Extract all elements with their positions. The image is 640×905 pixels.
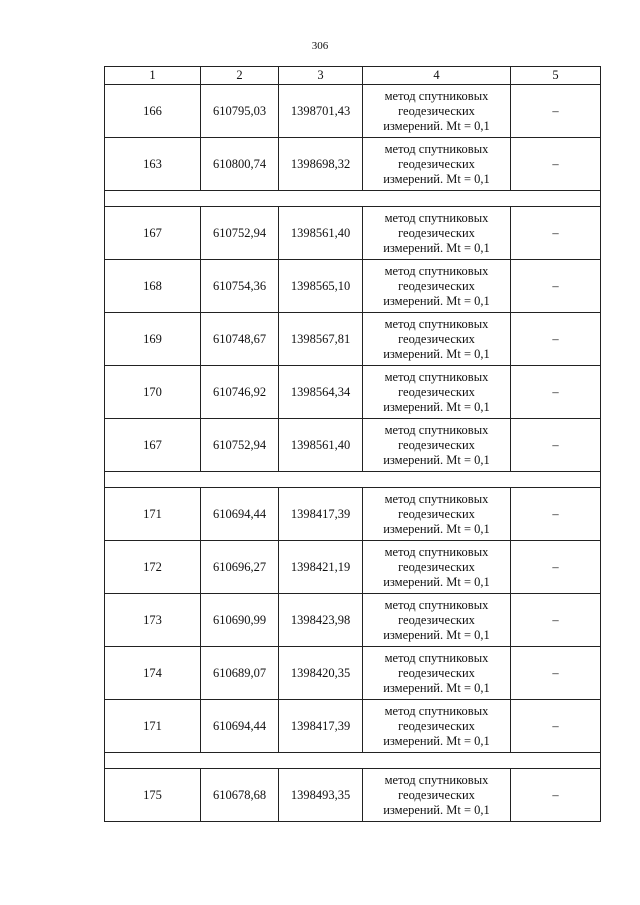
method-cell xyxy=(363,366,511,419)
method-text-line: метод спутниковых xyxy=(384,141,489,156)
table-row xyxy=(105,594,601,647)
method-text-line: геодезических xyxy=(398,103,475,118)
method-cell xyxy=(363,207,511,260)
x-coordinate-cell: 610795,03 xyxy=(201,85,279,138)
x-coordinate-cell: 610748,67 xyxy=(201,313,279,366)
dash-cell: – xyxy=(511,594,601,647)
dash-cell: – xyxy=(511,207,601,260)
y-coordinate-cell: 1398421,19 xyxy=(279,541,363,594)
method-text-line: геодезических xyxy=(398,384,475,399)
x-coordinate-cell: 610696,27 xyxy=(201,541,279,594)
method-text-line: измерений. Mt = 0,1 xyxy=(383,171,490,186)
dash-cell: – xyxy=(511,85,601,138)
table-row xyxy=(105,138,601,191)
table-row xyxy=(105,366,601,419)
point-number-cell: 168 xyxy=(105,260,201,313)
group-separator-row xyxy=(105,472,601,488)
method-text-line: метод спутниковых xyxy=(384,316,489,331)
point-number-cell: 170 xyxy=(105,366,201,419)
method-text-line: геодезических xyxy=(398,278,475,293)
x-coordinate-cell: 610694,44 xyxy=(201,700,279,753)
y-coordinate-cell: 1398567,81 xyxy=(279,313,363,366)
method-text-line: метод спутниковых xyxy=(384,597,489,612)
method-text-line: измерений. Mt = 0,1 xyxy=(383,521,490,536)
column-header: 3 xyxy=(279,67,363,85)
table-row xyxy=(105,85,601,138)
method-cell xyxy=(363,769,511,822)
method-text-line: геодезических xyxy=(398,331,475,346)
x-coordinate-cell: 610694,44 xyxy=(201,488,279,541)
method-text-line: метод спутниковых xyxy=(384,650,489,665)
method-text-line: геодезических xyxy=(398,559,475,574)
point-number-cell: 163 xyxy=(105,138,201,191)
x-coordinate-cell: 610752,94 xyxy=(201,207,279,260)
column-header: 5 xyxy=(511,67,601,85)
method-text-line: измерений. Mt = 0,1 xyxy=(383,399,490,414)
table-row xyxy=(105,313,601,366)
method-cell xyxy=(363,488,511,541)
method-cell xyxy=(363,647,511,700)
coordinates-table xyxy=(104,66,601,822)
method-text-line: метод спутниковых xyxy=(384,422,489,437)
table-row xyxy=(105,647,601,700)
dash-cell: – xyxy=(511,541,601,594)
column-header: 1 xyxy=(105,67,201,85)
point-number-cell: 175 xyxy=(105,769,201,822)
y-coordinate-cell: 1398417,39 xyxy=(279,488,363,541)
method-cell xyxy=(363,541,511,594)
method-text-line: измерений. Mt = 0,1 xyxy=(383,733,490,748)
y-coordinate-cell: 1398420,35 xyxy=(279,647,363,700)
point-number-cell: 173 xyxy=(105,594,201,647)
point-number-cell: 171 xyxy=(105,488,201,541)
table-row xyxy=(105,260,601,313)
point-number-cell: 169 xyxy=(105,313,201,366)
method-text-line: геодезических xyxy=(398,156,475,171)
x-coordinate-cell: 610678,68 xyxy=(201,769,279,822)
method-text-line: геодезических xyxy=(398,506,475,521)
table-row xyxy=(105,541,601,594)
y-coordinate-cell: 1398423,98 xyxy=(279,594,363,647)
method-cell xyxy=(363,260,511,313)
table-header-row xyxy=(105,67,601,85)
method-cell xyxy=(363,313,511,366)
x-coordinate-cell: 610800,74 xyxy=(201,138,279,191)
method-text-line: измерений. Mt = 0,1 xyxy=(383,118,490,133)
page-number: 306 xyxy=(311,40,329,52)
method-cell xyxy=(363,85,511,138)
table-row xyxy=(105,419,601,472)
y-coordinate-cell: 1398698,32 xyxy=(279,138,363,191)
method-text-line: измерений. Mt = 0,1 xyxy=(383,627,490,642)
dash-cell: – xyxy=(511,700,601,753)
dash-cell: – xyxy=(511,488,601,541)
method-text-line: геодезических xyxy=(398,612,475,627)
method-text-line: геодезических xyxy=(398,665,475,680)
method-text-line: измерений. Mt = 0,1 xyxy=(383,680,490,695)
y-coordinate-cell: 1398701,43 xyxy=(279,85,363,138)
dash-cell: – xyxy=(511,419,601,472)
y-coordinate-cell: 1398493,35 xyxy=(279,769,363,822)
method-text-line: метод спутниковых xyxy=(384,210,489,225)
x-coordinate-cell: 610690,99 xyxy=(201,594,279,647)
point-number-cell: 174 xyxy=(105,647,201,700)
x-coordinate-cell: 610689,07 xyxy=(201,647,279,700)
method-text-line: метод спутниковых xyxy=(384,88,489,103)
column-header: 2 xyxy=(201,67,279,85)
group-separator-row xyxy=(105,753,601,769)
dash-cell: – xyxy=(511,138,601,191)
table-row xyxy=(105,207,601,260)
method-text-line: измерений. Mt = 0,1 xyxy=(383,240,490,255)
y-coordinate-cell: 1398417,39 xyxy=(279,700,363,753)
method-text-line: метод спутниковых xyxy=(384,544,489,559)
y-coordinate-cell: 1398565,10 xyxy=(279,260,363,313)
method-text-line: метод спутниковых xyxy=(384,703,489,718)
method-text-line: геодезических xyxy=(398,437,475,452)
point-number-cell: 172 xyxy=(105,541,201,594)
method-text-line: метод спутниковых xyxy=(384,263,489,278)
method-text-line: измерений. Mt = 0,1 xyxy=(383,346,490,361)
x-coordinate-cell: 610746,92 xyxy=(201,366,279,419)
table-body xyxy=(105,85,601,822)
table-row xyxy=(105,700,601,753)
dash-cell: – xyxy=(511,313,601,366)
y-coordinate-cell: 1398561,40 xyxy=(279,207,363,260)
method-cell xyxy=(363,138,511,191)
point-number-cell: 167 xyxy=(105,419,201,472)
separator-cell xyxy=(105,191,601,207)
dash-cell: – xyxy=(511,366,601,419)
point-number-cell: 171 xyxy=(105,700,201,753)
x-coordinate-cell: 610752,94 xyxy=(201,419,279,472)
method-cell xyxy=(363,419,511,472)
x-coordinate-cell: 610754,36 xyxy=(201,260,279,313)
method-text-line: геодезических xyxy=(398,787,475,802)
method-text-line: метод спутниковых xyxy=(384,369,489,384)
method-text-line: измерений. Mt = 0,1 xyxy=(383,574,490,589)
group-separator-row xyxy=(105,191,601,207)
point-number-cell: 167 xyxy=(105,207,201,260)
dash-cell: – xyxy=(511,647,601,700)
method-cell xyxy=(363,700,511,753)
method-text-line: измерений. Mt = 0,1 xyxy=(383,293,490,308)
separator-cell xyxy=(105,472,601,488)
method-cell xyxy=(363,594,511,647)
method-text-line: геодезических xyxy=(398,718,475,733)
method-text-line: метод спутниковых xyxy=(384,491,489,506)
point-number-cell: 166 xyxy=(105,85,201,138)
separator-cell xyxy=(105,753,601,769)
method-text-line: измерений. Mt = 0,1 xyxy=(383,452,490,467)
dash-cell: – xyxy=(511,769,601,822)
method-text-line: геодезических xyxy=(398,225,475,240)
table-row xyxy=(105,769,601,822)
method-text-line: метод спутниковых xyxy=(384,772,489,787)
y-coordinate-cell: 1398564,34 xyxy=(279,366,363,419)
table-row xyxy=(105,488,601,541)
method-text-line: измерений. Mt = 0,1 xyxy=(383,802,490,817)
dash-cell: – xyxy=(511,260,601,313)
y-coordinate-cell: 1398561,40 xyxy=(279,419,363,472)
column-header: 4 xyxy=(363,67,511,85)
